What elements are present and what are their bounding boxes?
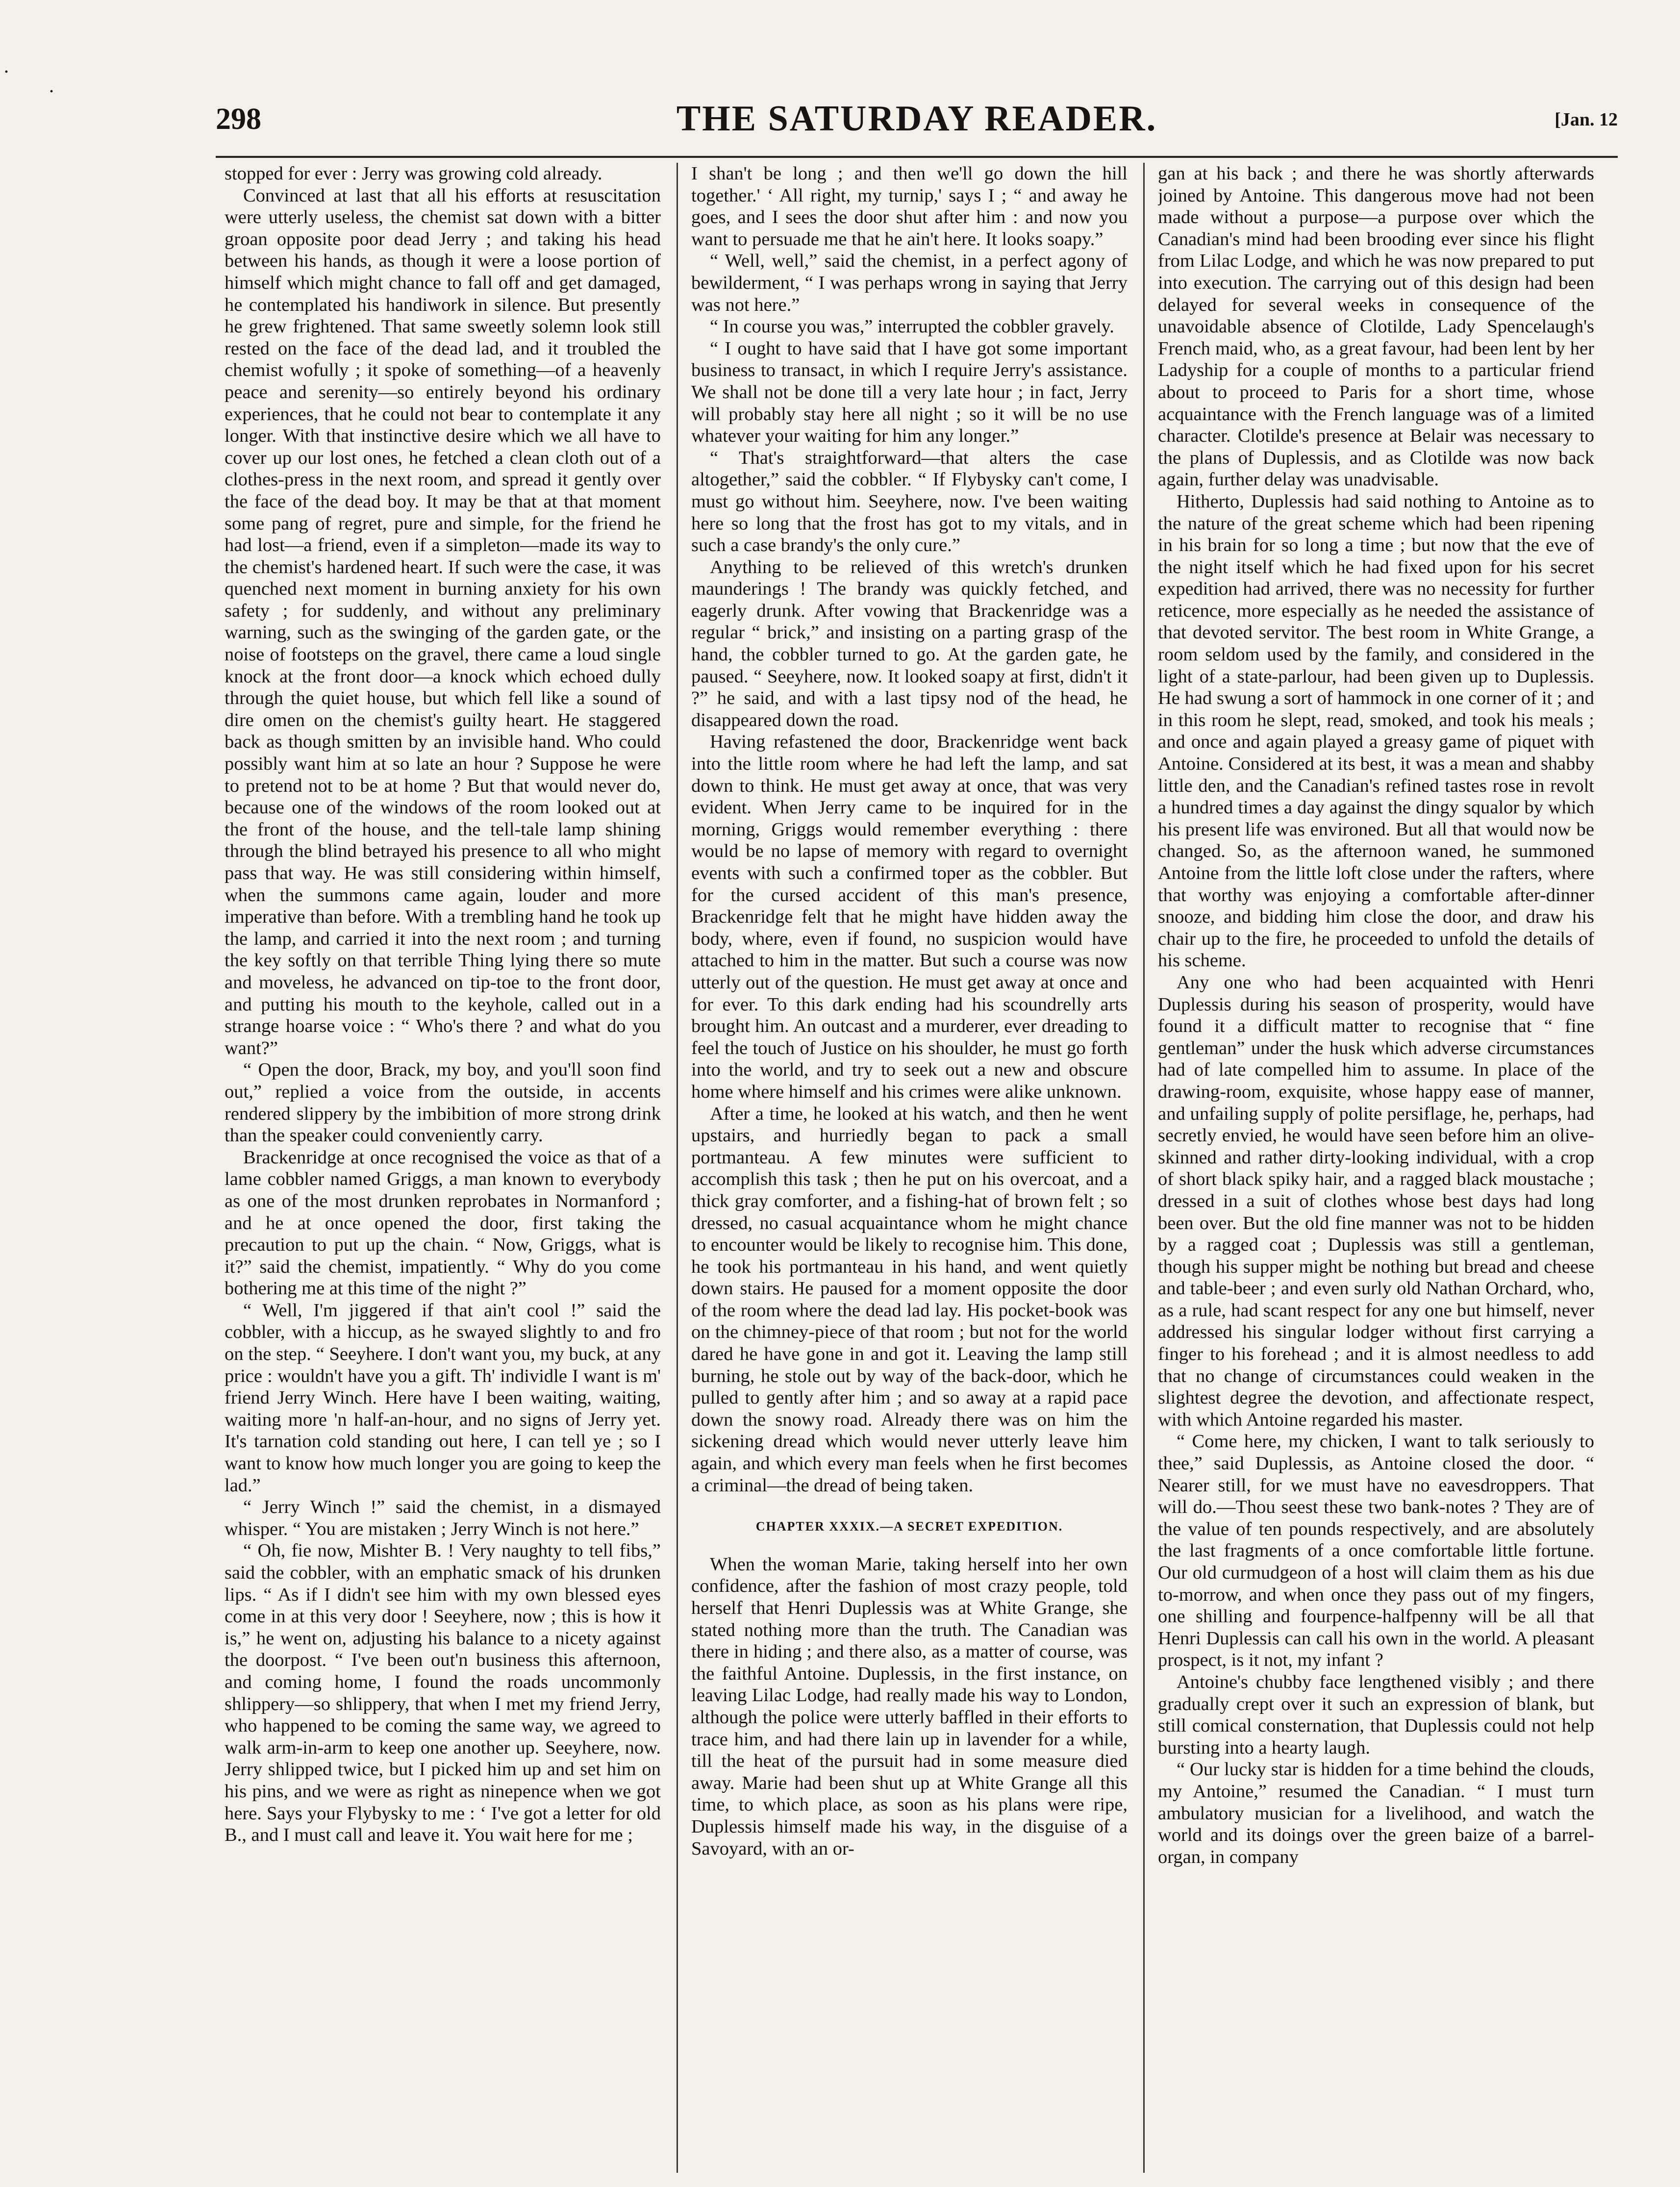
column-2: [691, 163, 1128, 2173]
issue-date: [Jan. 12: [1555, 109, 1618, 130]
paragraph: “ In course you was,” interrupted the cobbler gravely.: [710, 316, 1114, 337]
paragraph: “ That's straightforward—that alters the case altogether,” said the cobbler. “ If Flybysky can't come, I must go without him. Seeyhere, now. I've been waiting here so long that the frost has got to my vitals, and in such a case brandy's the only cure.”: [691, 447, 1128, 556]
paragraph: I shan't be long ; and then we'll go down the hill together.' ‘ All right, my turnip,' says I ; “ and away he goes, and I sees the door shut after him : and now you want to persuade me that he ain't here. It looks soapy.”: [691, 163, 1128, 250]
chapter-heading: CHAPTER XXXIX.—A SECRET EXPEDITION.: [755, 1519, 1063, 1534]
paragraph: Anything to be relieved of this wretch's drunken maunderings ! The brandy was quickly fetched, and eagerly drunk. After vowing that Brackenridge was a regular “ brick,” and insisting on a parting grasp of the hand, the cobbler turned to go. At the garden gate, he paused. “ Seeyhere, now. It looked soapy at first, didn't it ?” he said, and with a last tipsy nod of the head, he disappeared down the road.: [691, 556, 1128, 730]
paragraph: After a time, he looked at his watch, and then he went upstairs, and hurriedly began to pack a small portmanteau. A few minutes were sufficient to accomplish this task ; then he put on his overcoat, and a thick gray comforter, and a fishing-hat of brown felt ; so dressed, no casual acquaintance whom he might chance to encounter would be likely to recognise him. This done, he took his portmanteau in his hand, and went quietly down stairs. He paused for a moment opposite the door of the room where the dead lad lay. His pocket-book was on the chimney-piece of that room ; but not for the world dared he have gone in and got it. Leaving the lamp still burning, he stole out by way of the back-door, which he pulled to gently after him ; and so away at a rapid pace down the snowy road. Already there was on him the sickening dread which would never utterly leave him again, and which every man feels when he first becomes a criminal—the dread of being taken.: [691, 1103, 1128, 1496]
paragraph: Hitherto, Duplessis had said nothing to Antoine as to the nature of the great scheme which had been ripening in his brain for so long a time ; but now that the eve of the night itself which he had fixed upon for his secret expedition had arrived, there was no necessity for further reticence, more especially as he needed the assistance of that devoted servitor. The best room in White Grange, a room seldom used by the family, and considered in the light of a state-parlour, had been given up to Duplessis. He had swung a sort of hammock in one corner of it ; and in this room he slept, read, smoked, and took his meals ; and once and again played a greasy game of piquet with Antoine. Considered at its best, it was a mean and shabby little den, and the Canadian's refined tastes rose in revolt a hundred times a day against the dingy squalor by which his present life was environed. But all that would now be changed. So, as the afternoon waned, he summoned Antoine from the little loft close under the rafters, where that worthy was enjoying a comfortable after-dinner snooze, and bidding him close the door, and draw his chair up to the fire, he proceeded to unfold the details of his scheme.: [1158, 491, 1594, 971]
paragraph: Having refastened the door, Brackenridge went back into the little room where he had left the lamp, and sat down to think. He must get away at once, that was very evident. When Jerry came to be inquired for in the morning, Griggs would remember everything : there would be no lapse of memory with regard to overnight events with such a confirmed toper as the cobbler. But for the cursed accident of this man's presence, Brackenridge felt that he might have hidden away the body, where, even if found, no suspicion would have attached to him in the matter. But such a course was now utterly out of the question. He must get away at once and for ever. To this dark ending had his scoundrelly arts brought him. An outcast and a murderer, ever dreading to feel the touch of Justice on his shoulder, he must go forth into the world, and try to seek out a new and obscure home where himself and his crimes were alike unknown.: [691, 731, 1128, 1102]
paragraph: Any one who had been acquainted with Henri Duplessis during his season of prosperity, would have found it a difficult matter to recognise that “ fine gentleman” under the husk which adverse circumstances had of late compelled him to assume. In place of the drawing-room, exquisite, whose happy ease of manner, and unfailing supply of polite persiflage, he, perhaps, had secretly envied, he would have seen before him an olive-skinned and rather dirty-looking individual, with a crop of short black spiky hair, and a ragged black moustache ; dressed in a suit of clothes whose best days had long been over. But the old fine manner was not to be hidden by a ragged coat ; Duplessis was still a gentleman, though his supper might be nothing but bread and cheese and table-beer ; and even surly old Nathan Orchard, who, as a rule, had scant respect for any one but himself, never addressed his singular lodger without first carrying a finger to his forehead ; and it is almost needless to add that no change of circumstances could weaken in the slightest degree the devotion, and affectionate respect, with which Antoine regarded his master.: [1158, 972, 1594, 1430]
column-1: [225, 163, 661, 2173]
text-columns: [216, 163, 1618, 2173]
paragraph: “ Well, well,” said the chemist, in a perfect agony of bewilderment, “ I was perhaps wrong in saying that Jerry was not here.”: [691, 251, 1128, 315]
paragraph: stopped for ever : Jerry was growing cold already.: [225, 163, 602, 184]
paragraph: “ Well, I'm jiggered if that ain't cool !” said the cobbler, with a hiccup, as he swayed slightly to and fro on the step. “ Seeyhere. I don't want you, my buck, at any price : wouldn't have you a gift. Th' individle I want is m' friend Jerry Winch. Here have I been waiting, waiting, waiting more 'n half-an-hour, and no signs of Jerry yet. It's tarnation cold standing out here, I can tell ye ; so I want to know how much longer you are going to keep the lad.”: [225, 1300, 661, 1496]
paragraph: When the woman Marie, taking herself into her own confidence, after the fashion of most crazy people, told herself that Henri Duplessis was at White Grange, she stated nothing more than the truth. The Canadian was there in hiding ; and there also, as a matter of course, was the faithful Antoine. Duplessis, in the first instance, on leaving Lilac Lodge, had really made his way to London, although the police were utterly baffled in their efforts to trace him, and had there lain up in lavender for a while, till the heat of the pursuit had in some measure died away. Marie had been shut up at White Grange all this time, to which place, as soon as his plans were ripe, Duplessis himself made his way, in the disguise of a Savoyard, with an or-: [691, 1554, 1128, 1859]
column-3: [1158, 163, 1594, 2173]
paragraph: “ Oh, fie now, Mishter B. ! Very naughty to tell fibs,” said the cobbler, with an emphatic smack of his drunken lips. “ As if I didn't see him with my own blessed eyes come in at this very door ! Seeyhere, now ; this is how it is,” he went on, adjusting his balance to a nicety against the doorpost. “ I've been out'n business this afternoon, and coming home, I found the roads uncommonly shlippery—so shlippery, that when I met my friend Jerry, who happened to be coming the same way, we agreed to walk arm-in-arm to keep one another up. Seeyhere, now. Jerry shlipped twice, but I picked him up and set him on his pins, and we were as right as ninepence when we got here. Says your Flybysky to me : ‘ I've got a letter for old B., and I must call and leave it. You wait here for me ;: [225, 1540, 661, 1846]
header-rule: [216, 156, 1618, 158]
paragraph: “ I ought to have said that I have got some important business to transact, in which I require Jerry's assistance. We shall not be done till a very late hour ; in fact, Jerry will probably stay here all night ; so it will be no use whatever your waiting for him any longer.”: [691, 338, 1128, 447]
paragraph: Antoine's chubby face lengthened visibly ; and there gradually crept over it such an expression of blank, but still comical consternation, that Duplessis could not help bursting into a hearty laugh.: [1158, 1671, 1594, 1758]
paragraph: “ Come here, my chicken, I want to talk seriously to thee,” said Duplessis, as Antoine closed the door. “ Nearer still, for we must have no eavesdroppers. That will do.—Thou seest these two bank-notes ? They are of the value of ten pounds respectively, and are absolutely the last fragments of a once comfortable little fortune. Our old curmudgeon of a host will claim them as his due to-morrow, and when once they pass out of my fingers, one shilling and fourpence-halfpenny will be all that Henri Duplessis can call his own in the world. A pleasant prospect, is it not, my infant ?: [1158, 1431, 1594, 1671]
page-number: 298: [216, 102, 261, 136]
paragraph: Convinced at last that all his efforts at resuscitation were utterly useless, the chemist sat down with a bitter groan opposite poor dead Jerry ; and taking his head between his hands, as though it were a loose portion of himself which might chance to fall off and get damaged, he contemplated his handiwork in silence. But presently he grew frightened. That same sweetly solemn look still rested on the face of the dead lad, and it troubled the chemist wofully ; it spoke of something—of a heavenly peace and serenity—so entirely beyond his ordinary experiences, that he could not bear to contemplate it any longer. With that instinctive desire which we all have to cover up our lost ones, he fetched a clean cloth out of a clothes-press in the next room, and spread it gently over the face of the dead boy. It may be that at that moment some pang of regret, pure and simple, for the friend he had lost—a friend, even if a simpleton—made its way to the chemist's hardened heart. If such were the case, it was quenched next moment in burning anxiety for his own safety ; for suddenly, and without any preliminary warning, such as the swinging of the garden gate, or the noise of footsteps on the gravel, there came a loud single knock at the front door—a knock which echoed dully through the quiet house, but which fell like a sound of dire omen on the chemist's guilty heart. He staggered back as though smitten by an invisible hand. Who could possibly want him at so late an hour ? Suppose he were to pretend not to be at home ? But that would never do, because one of the windows of the room looked out at the front of the house, and the tell-tale lamp shining through the blind betrayed his presence to all who might pass that way. He was still considering within himself, when the summons came again, louder and more imperative than before. With a trembling hand he took up the lamp, and carried it into the next room ; and turning the key softly on that terrible Thing lying there so mute and moveless, he advanced on tip-toe to the front door, and putting his mouth to the keyhole, called out in a strange hoarse voice : “ Who's there ? and what do you want?”: [225, 185, 661, 1058]
paragraph: “ Jerry Winch !” said the chemist, in a dismayed whisper. “ You are mistaken ; Jerry Winch is not here.”: [225, 1497, 661, 1539]
paragraph: “ Our lucky star is hidden for a time behind the clouds, my Antoine,” resumed the Canadian. “ I must turn ambulatory musician for a livelihood, and watch the world and its doings over the green baize of a barrel-organ, in company: [1158, 1759, 1594, 1867]
column-divider: [677, 163, 678, 2173]
paragraph: Brackenridge at once recognised the voice as that of a lame cobbler named Griggs, a man known to everybody as one of the most drunken reprobates in Normanford ; and he at once opened the door, first taking the precaution to put up the chain. “ Now, Griggs, what is it?” said the chemist, impatiently. “ Why do you come bothering me at this time of the night ?”: [225, 1147, 661, 1299]
publication-title: THE SATURDAY READER.: [676, 99, 1157, 139]
margin-mark: ·: [49, 83, 54, 100]
margin-mark: ·: [4, 64, 9, 80]
paragraph: gan at his back ; and there he was shortly afterwards joined by Antoine. This dangerous move had not been made without a purpose—a purpose over which the Canadian's mind had been brooding ever since his flight from Lilac Lodge, and which he was now prepared to put into execution. The carrying out of this design had been delayed for several weeks in consequence of the unavoidable absence of Clotilde, Lady Spencelaugh's French maid, who, as a great favour, had been lent by her Ladyship for a couple of months to a particular friend about to proceed to Paris for a short time, whose acquaintance with the French language was of a limited character. Clotilde's presence at Belair was necessary to the plans of Duplessis, and as Clotilde was now back again, further delay was unadvisable.: [1158, 163, 1594, 490]
paragraph: “ Open the door, Brack, my boy, and you'll soon find out,” replied a voice from the outside, in accents rendered slippery by the imbibition of more strong drink than the speaker could conveniently carry.: [225, 1059, 661, 1146]
masthead: [216, 98, 1618, 152]
column-divider: [1143, 163, 1145, 2173]
